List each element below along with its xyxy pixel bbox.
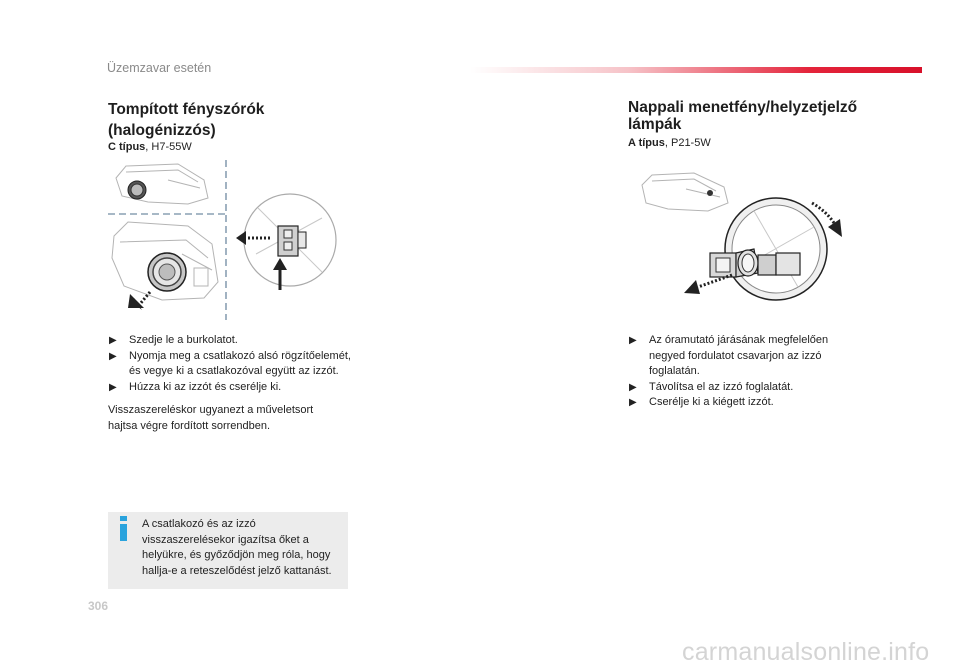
page-number: 306 — [88, 599, 109, 613]
info-text: A csatlakozó és az izzó visszaszerelésekor igazítsa őket a helyükre, és győződjön meg róla, hogy hallja-e a reteszelődést jelző kattanást. — [142, 518, 332, 577]
left-steps-list — [108, 333, 358, 395]
section-header: Üzemzavar esetén — [107, 61, 212, 75]
left-bulb-spec — [108, 141, 192, 153]
arrow-bullet-icon: ▶ — [109, 350, 117, 362]
info-icon — [116, 516, 132, 542]
left-title-line2: (halogénizzós) — [108, 122, 216, 139]
watermark: carmanualsonline.info — [682, 638, 930, 666]
right-title-line1: Nappali menetfény/helyzetjelző — [628, 99, 858, 116]
arrow-bullet-icon: ▶ — [629, 381, 637, 393]
right-lamp-illustration — [628, 167, 854, 313]
right-bulb-spec — [628, 137, 711, 149]
right-step: ▶ Az óramutató járásának megfelelően negyed fordulatot csavarjon az izzó foglalatán. — [629, 334, 829, 377]
arrow-bullet-icon: ▶ — [109, 381, 117, 393]
left-headlamp-illustration — [108, 158, 344, 322]
right-section-title — [628, 99, 908, 133]
arrow-bullet-icon: ▶ — [109, 335, 117, 346]
left-title-line1: Tompított fényszórók — [108, 101, 265, 118]
left-step: ▶ Nyomja meg a csatlakozó alsó rögzítőelemét, és vegye ki a csatlakozóval együtt az izzót. — [109, 349, 351, 377]
reinstall-note: Visszaszereléskor ugyanezt a műveletsort hajtsa végre fordított sorrendben. — [108, 404, 314, 432]
left-step: ▶ Szedje le a burkolatot. — [108, 333, 358, 349]
left-spec-label: C típus — [108, 141, 146, 153]
right-step: ▶ Cserélje ki a kiégett izzót. — [628, 395, 858, 411]
arrow-bullet-icon: ▶ — [629, 397, 637, 408]
header-accent-bar — [470, 67, 922, 73]
right-spec-value: , P21-5W — [664, 137, 711, 149]
left-spec-value: , H7-55W — [145, 141, 192, 153]
right-spec-label: A típus — [628, 137, 665, 149]
right-title-line2: lámpák — [628, 116, 682, 133]
arrow-bullet-icon: ▶ — [629, 335, 637, 346]
right-step: ▶ Távolítsa el az izzó foglalatát. — [628, 380, 858, 396]
right-steps-list — [628, 333, 858, 411]
left-step: ▶ Húzza ki az izzót és cserélje ki. — [108, 380, 358, 396]
left-section-title — [108, 99, 358, 141]
